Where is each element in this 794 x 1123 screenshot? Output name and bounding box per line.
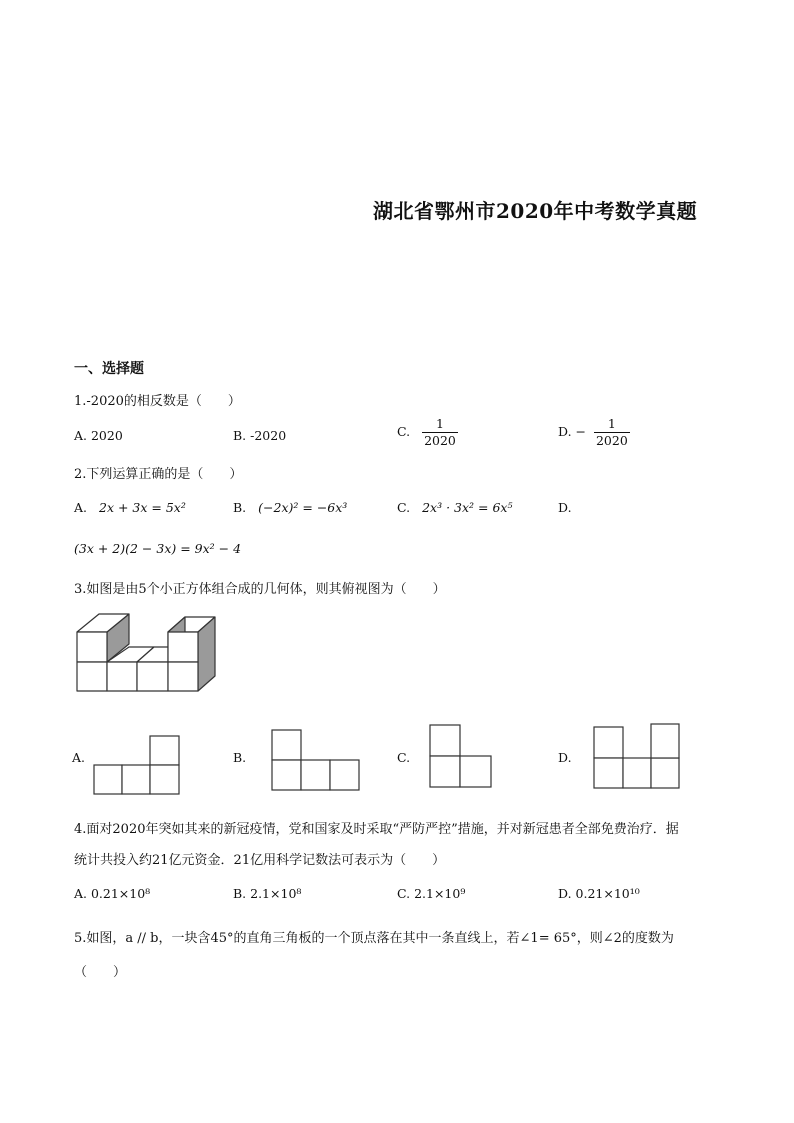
question-3-stem: 3.如图是由5个小正方体组合成的几何体，则其俯视图为（ ） [74,582,446,597]
option-b-expression: (−2x)² = −6x³ [258,500,348,515]
question-2-option-c [397,500,512,515]
question-3-option-b-label: B. [233,750,247,765]
option-c-label: C. [397,424,411,439]
question-1-option-a: A. 2020 [74,428,123,443]
option-d-fraction [594,416,630,449]
question-2-option-b [233,500,347,515]
option-c-expression: 2x³ · 3x² = 6x⁵ [422,500,513,515]
question-4-option-a: A. 0.21×10⁸ [74,886,151,901]
question-3-option-a-label: A. [72,750,86,765]
question-2-option-d-expression: (3x + 2)(2 − 3x) = 9x² − 4 [74,541,242,556]
question-3-option-d-label: D. [558,750,572,765]
option-b-label: B. [233,500,247,515]
question-4-option-b: B. 2.1×10⁸ [233,886,302,901]
cube-solid-figure [76,614,216,694]
question-4-stem-line2: 统计共投入约21亿元资金．21亿用科学记数法可表示为（ ） [74,853,446,868]
fraction-denominator: 2020 [424,433,456,448]
question-5-stem-line1: 5.如图，a // b，一块含45°的直角三角板的一个顶点落在其中一条直线上，若∠1= 65°，则∠2的度数为 [74,931,674,946]
question-4-stem-line1: 4.面对2020年突如其来的新冠疫情，党和国家及时采取“严防严控”措施，并对新冠患者全部免费治疗．据 [74,822,679,837]
question-2-option-a [74,500,186,515]
page-title: 湖北省鄂州市2020年中考数学真题 [373,199,698,223]
question-2-option-d: D. [558,500,572,515]
option-a-top-view [93,735,180,795]
option-d-label: D. − [558,424,586,439]
question-1-option-d [558,416,630,449]
option-c-label: C. [397,500,411,515]
fraction-numerator: 1 [422,416,458,433]
option-c-fraction [422,416,458,449]
question-4-option-c: C. 2.1×10⁹ [397,886,466,901]
question-4-option-d: D. 0.21×10¹⁰ [558,886,640,901]
question-3-option-c-label: C. [397,750,411,765]
option-d-top-view [593,723,681,789]
section-heading: 一、选择题 [74,361,144,377]
fraction-numerator: 1 [594,416,630,433]
option-c-top-view [429,724,492,788]
option-b-top-view [271,729,361,791]
question-5-stem-line2: （ ） [74,965,127,980]
option-a-expression: 2x + 3x = 5x² [99,500,186,515]
question-2-stem: 2.下列运算正确的是（ ） [74,467,243,482]
question-1-stem: 1.-2020的相反数是（ ） [74,394,241,409]
question-1-option-c [397,416,458,449]
option-a-label: A. [74,500,88,515]
fraction-denominator: 2020 [595,433,628,448]
question-1-option-b: B. -2020 [233,428,287,443]
